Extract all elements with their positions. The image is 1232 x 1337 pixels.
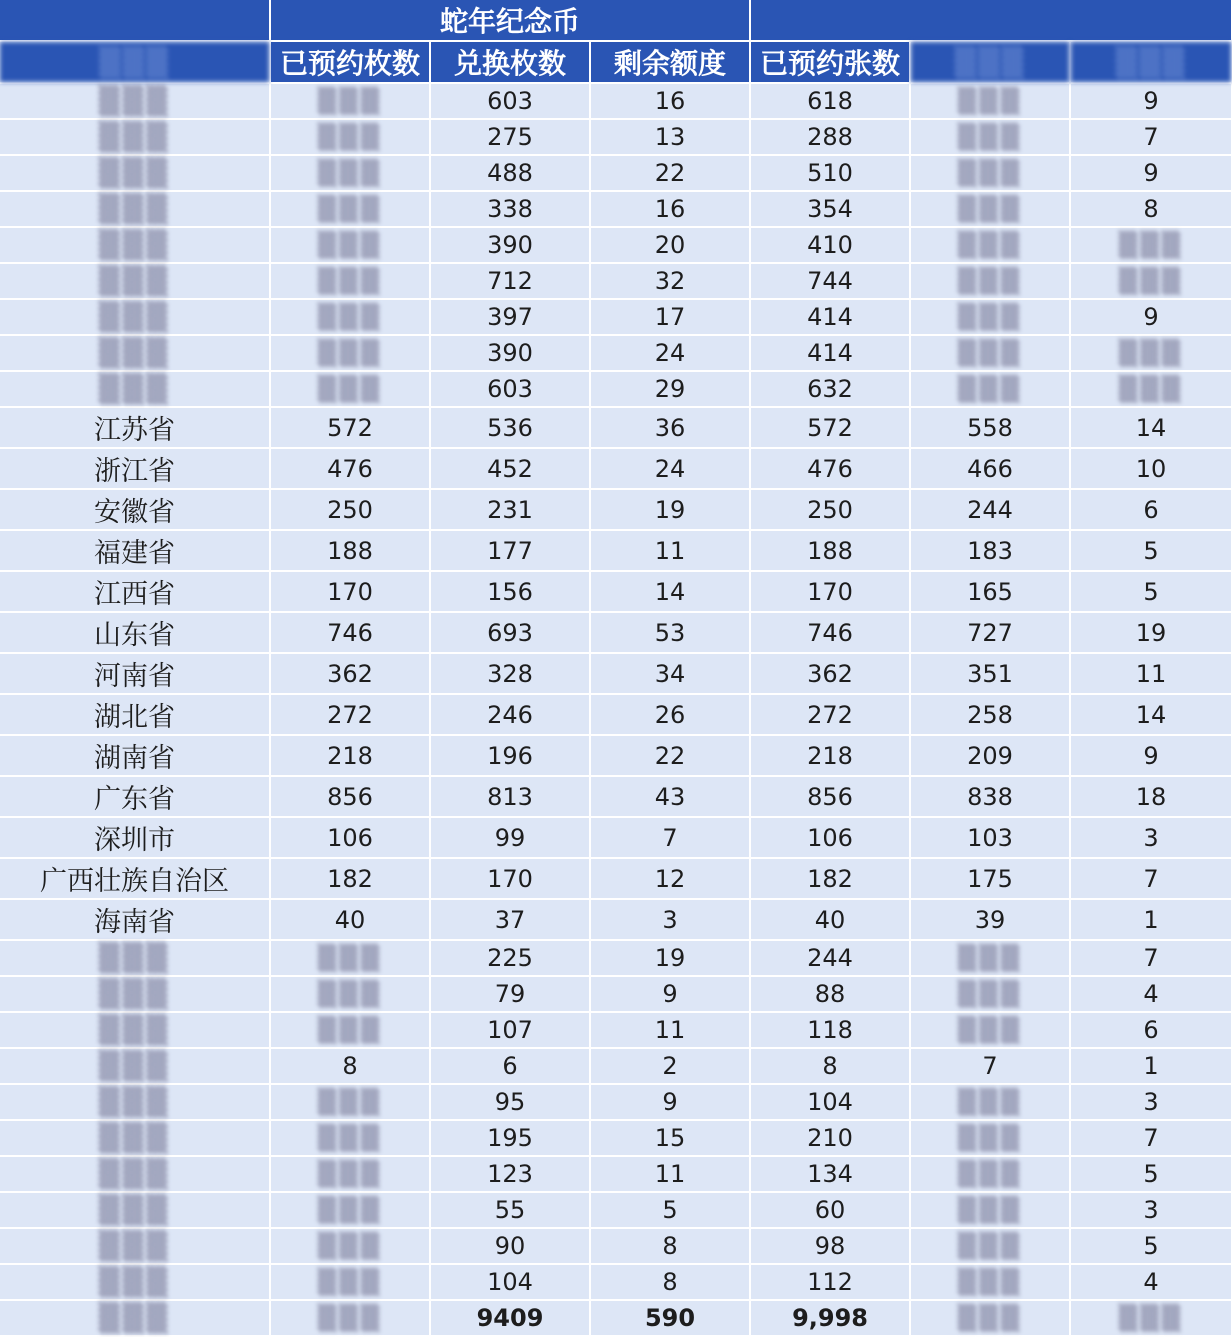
table-row xyxy=(0,448,1232,489)
cell-reserved-count: ▒▒▒ xyxy=(270,1300,430,1336)
cell-extra-1: 103 xyxy=(910,817,1070,858)
cell-reserved-sheets: 476 xyxy=(750,448,910,489)
cell-extra-2: 3 xyxy=(1070,1084,1232,1120)
cell-extra-1: ▒▒▒ xyxy=(910,1228,1070,1264)
cell-reserved-sheets: 744 xyxy=(750,263,910,299)
cell-exchanged-count: 452 xyxy=(430,448,590,489)
cell-extra-1: ▒▒▒ xyxy=(910,263,1070,299)
cell-reserved-count: ▒▒▒ xyxy=(270,227,430,263)
cell-reserved-count: ▒▒▒ xyxy=(270,1192,430,1228)
cell-reserved-count: 182 xyxy=(270,858,430,899)
cell-reserved-count: ▒▒▒ xyxy=(270,263,430,299)
cell-exchanged-count: 603 xyxy=(430,371,590,407)
cell-exchanged-count: 390 xyxy=(430,335,590,371)
cell-remaining-quota: 16 xyxy=(590,83,750,119)
cell-extra-2: ▒▒▒ xyxy=(1070,335,1232,371)
cell-extra-1: ▒▒▒ xyxy=(910,335,1070,371)
cell-reserved-count: ▒▒▒ xyxy=(270,976,430,1012)
table-row xyxy=(0,155,1232,191)
cell-region: ▒▒▒ xyxy=(0,1264,270,1300)
cell-extra-1: 258 xyxy=(910,694,1070,735)
cell-extra-2: ▒▒▒ xyxy=(1070,263,1232,299)
cell-remaining-quota: 36 xyxy=(590,407,750,448)
cell-exchanged-count: 603 xyxy=(430,83,590,119)
cell-exchanged-count: 813 xyxy=(430,776,590,817)
cell-remaining-quota: 9 xyxy=(590,976,750,1012)
cell-extra-1: ▒▒▒ xyxy=(910,299,1070,335)
cell-extra-1: ▒▒▒ xyxy=(910,155,1070,191)
cell-exchanged-count: 99 xyxy=(430,817,590,858)
cell-reserved-count: 218 xyxy=(270,735,430,776)
cell-remaining-quota: 20 xyxy=(590,227,750,263)
cell-extra-1: 209 xyxy=(910,735,1070,776)
cell-exchanged-count: 170 xyxy=(430,858,590,899)
cell-extra-2: 4 xyxy=(1070,976,1232,1012)
cell-remaining-quota: 11 xyxy=(590,1156,750,1192)
cell-region: 海南省 xyxy=(0,899,270,940)
cell-reserved-sheets: 9,998 xyxy=(750,1300,910,1336)
cell-extra-2: 9 xyxy=(1070,735,1232,776)
cell-reserved-count: ▒▒▒ xyxy=(270,191,430,227)
cell-extra-2: 5 xyxy=(1070,530,1232,571)
cell-reserved-sheets: 112 xyxy=(750,1264,910,1300)
cell-region: 浙江省 xyxy=(0,448,270,489)
cell-remaining-quota: 29 xyxy=(590,371,750,407)
cell-exchanged-count: 6 xyxy=(430,1048,590,1084)
header-blank-cell xyxy=(0,0,270,41)
table-row xyxy=(0,263,1232,299)
cell-exchanged-count: 195 xyxy=(430,1120,590,1156)
cell-reserved-count: 106 xyxy=(270,817,430,858)
cell-reserved-count: ▒▒▒ xyxy=(270,335,430,371)
cell-reserved-sheets: 60 xyxy=(750,1192,910,1228)
cell-reserved-sheets: 8 xyxy=(750,1048,910,1084)
table-row xyxy=(0,940,1232,976)
table-row xyxy=(0,371,1232,407)
cell-extra-1: ▒▒▒ xyxy=(910,119,1070,155)
header-blank-cell xyxy=(750,0,1232,41)
cell-extra-1: ▒▒▒ xyxy=(910,371,1070,407)
header-row-group xyxy=(0,0,1232,41)
cell-exchanged-count: 246 xyxy=(430,694,590,735)
cell-exchanged-count: 338 xyxy=(430,191,590,227)
cell-reserved-count: ▒▒▒ xyxy=(270,1084,430,1120)
cell-remaining-quota: 8 xyxy=(590,1264,750,1300)
cell-region: ▒▒▒ xyxy=(0,263,270,299)
cell-region: ▒▒▒ xyxy=(0,1048,270,1084)
table-row xyxy=(0,1264,1232,1300)
cell-reserved-count: ▒▒▒ xyxy=(270,1156,430,1192)
cell-reserved-count: 362 xyxy=(270,653,430,694)
cell-reserved-sheets: 572 xyxy=(750,407,910,448)
cell-reserved-count: ▒▒▒ xyxy=(270,940,430,976)
cell-exchanged-count: 693 xyxy=(430,612,590,653)
cell-extra-1: ▒▒▒ xyxy=(910,1012,1070,1048)
cell-exchanged-count: 328 xyxy=(430,653,590,694)
cell-extra-2: 5 xyxy=(1070,1156,1232,1192)
cell-reserved-sheets: 134 xyxy=(750,1156,910,1192)
column-header-reserved-count: 已预约枚数 xyxy=(270,41,430,83)
cell-reserved-count: 40 xyxy=(270,899,430,940)
cell-extra-2: 7 xyxy=(1070,119,1232,155)
cell-region: ▒▒▒ xyxy=(0,83,270,119)
cell-region: ▒▒▒ xyxy=(0,1012,270,1048)
cell-extra-2: 6 xyxy=(1070,1012,1232,1048)
cell-reserved-sheets: 118 xyxy=(750,1012,910,1048)
cell-extra-2: 3 xyxy=(1070,1192,1232,1228)
cell-extra-2: 1 xyxy=(1070,1048,1232,1084)
cell-extra-1: 351 xyxy=(910,653,1070,694)
cell-exchanged-count: 177 xyxy=(430,530,590,571)
cell-reserved-count: ▒▒▒ xyxy=(270,1228,430,1264)
cell-extra-2: 14 xyxy=(1070,407,1232,448)
cell-region: 河南省 xyxy=(0,653,270,694)
cell-exchanged-count: 196 xyxy=(430,735,590,776)
cell-extra-2: 18 xyxy=(1070,776,1232,817)
header-row-columns xyxy=(0,41,1232,83)
table-row xyxy=(0,191,1232,227)
cell-reserved-sheets: 272 xyxy=(750,694,910,735)
cell-remaining-quota: 14 xyxy=(590,571,750,612)
table-row xyxy=(0,858,1232,899)
cell-reserved-count: ▒▒▒ xyxy=(270,155,430,191)
cell-extra-1: ▒▒▒ xyxy=(910,1264,1070,1300)
cell-region: ▒▒▒ xyxy=(0,1084,270,1120)
cell-extra-1: 838 xyxy=(910,776,1070,817)
cell-exchanged-count: 79 xyxy=(430,976,590,1012)
cell-reserved-sheets: 746 xyxy=(750,612,910,653)
cell-exchanged-count: 397 xyxy=(430,299,590,335)
cell-extra-1: ▒▒▒ xyxy=(910,1192,1070,1228)
cell-extra-2: 14 xyxy=(1070,694,1232,735)
cell-extra-1: ▒▒▒ xyxy=(910,227,1070,263)
table-row xyxy=(0,976,1232,1012)
cell-reserved-sheets: 856 xyxy=(750,776,910,817)
cell-remaining-quota: 13 xyxy=(590,119,750,155)
cell-reserved-sheets: 188 xyxy=(750,530,910,571)
cell-extra-1: ▒▒▒ xyxy=(910,1156,1070,1192)
table-row xyxy=(0,694,1232,735)
cell-extra-2: ▒▒▒ xyxy=(1070,371,1232,407)
cell-exchanged-count: 536 xyxy=(430,407,590,448)
cell-exchanged-count: 390 xyxy=(430,227,590,263)
cell-reserved-count: 272 xyxy=(270,694,430,735)
cell-extra-1: 175 xyxy=(910,858,1070,899)
cell-region: ▒▒▒ xyxy=(0,299,270,335)
cell-exchanged-count: 225 xyxy=(430,940,590,976)
cell-extra-1: ▒▒▒ xyxy=(910,1084,1070,1120)
cell-reserved-sheets: 410 xyxy=(750,227,910,263)
cell-exchanged-count: 712 xyxy=(430,263,590,299)
table-row xyxy=(0,1156,1232,1192)
cell-reserved-count: 476 xyxy=(270,448,430,489)
cell-reserved-count: ▒▒▒ xyxy=(270,1012,430,1048)
cell-remaining-quota: 2 xyxy=(590,1048,750,1084)
cell-extra-1: 727 xyxy=(910,612,1070,653)
table-row xyxy=(0,899,1232,940)
cell-reserved-count: ▒▒▒ xyxy=(270,299,430,335)
cell-reserved-count: 746 xyxy=(270,612,430,653)
cell-reserved-sheets: 170 xyxy=(750,571,910,612)
cell-remaining-quota: 32 xyxy=(590,263,750,299)
cell-region: 湖北省 xyxy=(0,694,270,735)
table-row xyxy=(0,407,1232,448)
cell-reserved-count: ▒▒▒ xyxy=(270,1264,430,1300)
cell-exchanged-count: 156 xyxy=(430,571,590,612)
cell-extra-1: 7 xyxy=(910,1048,1070,1084)
cell-region: ▒▒▒ xyxy=(0,1228,270,1264)
cell-reserved-sheets: 88 xyxy=(750,976,910,1012)
cell-reserved-sheets: 618 xyxy=(750,83,910,119)
cell-exchanged-count: 231 xyxy=(430,489,590,530)
cell-remaining-quota: 17 xyxy=(590,299,750,335)
cell-reserved-count: 856 xyxy=(270,776,430,817)
cell-extra-2: 9 xyxy=(1070,83,1232,119)
table-row xyxy=(0,83,1232,119)
cell-extra-1: 558 xyxy=(910,407,1070,448)
cell-remaining-quota: 9 xyxy=(590,1084,750,1120)
cell-extra-2: 5 xyxy=(1070,1228,1232,1264)
cell-reserved-sheets: 106 xyxy=(750,817,910,858)
cell-remaining-quota: 11 xyxy=(590,1012,750,1048)
table-row xyxy=(0,530,1232,571)
cell-extra-2: 9 xyxy=(1070,155,1232,191)
table-row xyxy=(0,119,1232,155)
table-body xyxy=(0,83,1232,1336)
cell-region: 广西壮族自治区 xyxy=(0,858,270,899)
cell-reserved-sheets: 288 xyxy=(750,119,910,155)
cell-region: 山东省 xyxy=(0,612,270,653)
cell-remaining-quota: 8 xyxy=(590,1228,750,1264)
cell-extra-1: 466 xyxy=(910,448,1070,489)
cell-extra-1: ▒▒▒ xyxy=(910,1120,1070,1156)
cell-reserved-sheets: 40 xyxy=(750,899,910,940)
cell-extra-2: 8 xyxy=(1070,191,1232,227)
cell-extra-2: 5 xyxy=(1070,571,1232,612)
table-row xyxy=(0,335,1232,371)
cell-remaining-quota: 26 xyxy=(590,694,750,735)
cell-extra-2: 7 xyxy=(1070,940,1232,976)
cell-extra-2: 1 xyxy=(1070,899,1232,940)
table-row xyxy=(0,1228,1232,1264)
cell-region: 江西省 xyxy=(0,571,270,612)
cell-extra-2: 11 xyxy=(1070,653,1232,694)
cell-region: ▒▒▒ xyxy=(0,227,270,263)
cell-exchanged-count: 123 xyxy=(430,1156,590,1192)
table-header xyxy=(0,0,1232,83)
cell-exchanged-count: 275 xyxy=(430,119,590,155)
column-header-reserved-sheets: 已预约张数 xyxy=(750,41,910,83)
cell-extra-2: ▒▒▒ xyxy=(1070,227,1232,263)
cell-exchanged-count: 90 xyxy=(430,1228,590,1264)
cell-region: ▒▒▒ xyxy=(0,191,270,227)
cell-exchanged-count: 55 xyxy=(430,1192,590,1228)
table-row xyxy=(0,1120,1232,1156)
cell-extra-1: ▒▒▒ xyxy=(910,191,1070,227)
cell-reserved-count: ▒▒▒ xyxy=(270,371,430,407)
table-row xyxy=(0,612,1232,653)
column-header-remaining-quota: 剩余额度 xyxy=(590,41,750,83)
cell-extra-1: ▒▒▒ xyxy=(910,83,1070,119)
cell-extra-2: 7 xyxy=(1070,858,1232,899)
cell-remaining-quota: 11 xyxy=(590,530,750,571)
cell-extra-1: 244 xyxy=(910,489,1070,530)
cell-region: 深圳市 xyxy=(0,817,270,858)
cell-extra-2: ▒▒▒ xyxy=(1070,1300,1232,1336)
table-row xyxy=(0,299,1232,335)
cell-reserved-sheets: 210 xyxy=(750,1120,910,1156)
cell-extra-2: 9 xyxy=(1070,299,1232,335)
cell-remaining-quota: 34 xyxy=(590,653,750,694)
cell-remaining-quota: 15 xyxy=(590,1120,750,1156)
cell-extra-1: 183 xyxy=(910,530,1070,571)
cell-reserved-sheets: 362 xyxy=(750,653,910,694)
cell-exchanged-count: 107 xyxy=(430,1012,590,1048)
table-row xyxy=(0,817,1232,858)
table-row xyxy=(0,489,1232,530)
column-header-blurred: ▒▒▒ xyxy=(910,41,1070,83)
cell-reserved-sheets: 414 xyxy=(750,335,910,371)
table-row xyxy=(0,735,1232,776)
cell-reserved-count: 170 xyxy=(270,571,430,612)
cell-region: ▒▒▒ xyxy=(0,155,270,191)
table-row xyxy=(0,776,1232,817)
cell-reserved-count: ▒▒▒ xyxy=(270,119,430,155)
cell-remaining-quota: 24 xyxy=(590,448,750,489)
cell-region: 江苏省 xyxy=(0,407,270,448)
table-row xyxy=(0,653,1232,694)
cell-region: 广东省 xyxy=(0,776,270,817)
cell-reserved-sheets: 414 xyxy=(750,299,910,335)
cell-reserved-sheets: 104 xyxy=(750,1084,910,1120)
cell-extra-2: 10 xyxy=(1070,448,1232,489)
cell-remaining-quota: 19 xyxy=(590,940,750,976)
cell-reserved-count: 188 xyxy=(270,530,430,571)
cell-extra-1: 165 xyxy=(910,571,1070,612)
cell-remaining-quota: 19 xyxy=(590,489,750,530)
cell-reserved-sheets: 182 xyxy=(750,858,910,899)
cell-reserved-count: ▒▒▒ xyxy=(270,83,430,119)
cell-reserved-sheets: 354 xyxy=(750,191,910,227)
cell-reserved-count: 250 xyxy=(270,489,430,530)
cell-remaining-quota: 22 xyxy=(590,735,750,776)
cell-remaining-quota: 16 xyxy=(590,191,750,227)
table-row xyxy=(0,227,1232,263)
cell-region: ▒▒▒ xyxy=(0,371,270,407)
cell-remaining-quota: 12 xyxy=(590,858,750,899)
cell-region: ▒▒▒ xyxy=(0,1300,270,1336)
cell-exchanged-count: 488 xyxy=(430,155,590,191)
cell-reserved-sheets: 250 xyxy=(750,489,910,530)
cell-reserved-count: 572 xyxy=(270,407,430,448)
table-row xyxy=(0,1192,1232,1228)
cell-region: ▒▒▒ xyxy=(0,940,270,976)
cell-exchanged-count: 104 xyxy=(430,1264,590,1300)
column-header-blurred: ▒▒▒ xyxy=(1070,41,1232,83)
cell-extra-2: 3 xyxy=(1070,817,1232,858)
cell-extra-1: ▒▒▒ xyxy=(910,1300,1070,1336)
group-title: 蛇年纪念币 xyxy=(270,0,750,41)
cell-exchanged-count: 95 xyxy=(430,1084,590,1120)
cell-extra-2: 6 xyxy=(1070,489,1232,530)
cell-reserved-sheets: 218 xyxy=(750,735,910,776)
cell-remaining-quota: 43 xyxy=(590,776,750,817)
table-total-row xyxy=(0,1300,1232,1336)
cell-region: ▒▒▒ xyxy=(0,1120,270,1156)
cell-remaining-quota: 7 xyxy=(590,817,750,858)
cell-reserved-sheets: 632 xyxy=(750,371,910,407)
cell-remaining-quota: 3 xyxy=(590,899,750,940)
table-row xyxy=(0,1084,1232,1120)
cell-region: ▒▒▒ xyxy=(0,1192,270,1228)
table-row xyxy=(0,1012,1232,1048)
cell-reserved-sheets: 244 xyxy=(750,940,910,976)
cell-remaining-quota: 5 xyxy=(590,1192,750,1228)
cell-extra-2: 19 xyxy=(1070,612,1232,653)
cell-region: 福建省 xyxy=(0,530,270,571)
cell-extra-1: ▒▒▒ xyxy=(910,940,1070,976)
cell-reserved-count: 8 xyxy=(270,1048,430,1084)
cell-extra-1: ▒▒▒ xyxy=(910,976,1070,1012)
column-header-exchanged-count: 兑换枚数 xyxy=(430,41,590,83)
cell-remaining-quota: 590 xyxy=(590,1300,750,1336)
cell-region: ▒▒▒ xyxy=(0,335,270,371)
cell-region: ▒▒▒ xyxy=(0,1156,270,1192)
table-row xyxy=(0,1048,1232,1084)
cell-region: 湖南省 xyxy=(0,735,270,776)
cell-extra-2: 7 xyxy=(1070,1120,1232,1156)
cell-extra-1: 39 xyxy=(910,899,1070,940)
cell-exchanged-count: 37 xyxy=(430,899,590,940)
cell-remaining-quota: 22 xyxy=(590,155,750,191)
cell-reserved-sheets: 510 xyxy=(750,155,910,191)
cell-region: ▒▒▒ xyxy=(0,976,270,1012)
column-header-region: ▒▒▒ xyxy=(0,41,270,83)
cell-reserved-count: ▒▒▒ xyxy=(270,1120,430,1156)
cell-reserved-sheets: 98 xyxy=(750,1228,910,1264)
cell-region: 安徽省 xyxy=(0,489,270,530)
cell-extra-2: 4 xyxy=(1070,1264,1232,1300)
cell-exchanged-count: 9409 xyxy=(430,1300,590,1336)
table-row xyxy=(0,571,1232,612)
cell-remaining-quota: 53 xyxy=(590,612,750,653)
cell-region: ▒▒▒ xyxy=(0,119,270,155)
cell-remaining-quota: 24 xyxy=(590,335,750,371)
